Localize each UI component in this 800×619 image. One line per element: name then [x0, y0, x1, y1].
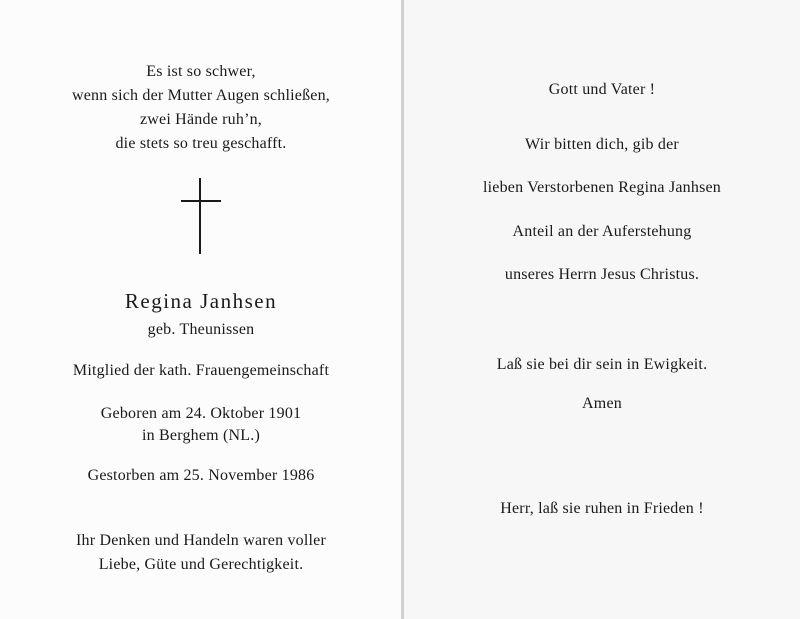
maiden-name: geb. Theunissen	[147, 321, 255, 338]
poem-line: die stets so treu geschafft.	[115, 135, 287, 152]
right-page	[404, 0, 800, 619]
invocation: Gott und Vater !	[548, 81, 656, 98]
cross-icon	[181, 178, 221, 254]
birth-place: in Berghem (NL.)	[142, 427, 260, 444]
poem-line: Es ist so schwer,	[146, 63, 256, 80]
prayer-line: Wir bitten dich, gib der	[525, 136, 679, 153]
poem-line: zwei Hände ruh’n,	[139, 111, 263, 128]
closing-line: Ihr Denken und Handeln waren voller	[75, 532, 327, 549]
poem-line: wenn sich der Mutter Augen schließen,	[71, 87, 330, 104]
prayer-line: Anteil an der Auferstehung	[512, 223, 692, 240]
amen: Amen	[582, 395, 622, 412]
membership: Mitglied der kath. Frauengemeinschaft	[72, 362, 330, 379]
closing-line: Liebe, Güte und Gerechtigkeit.	[98, 556, 304, 573]
deceased-name: Regina Janhsen	[124, 289, 278, 313]
eternity-line: Laß sie bei dir sein in Ewigkeit.	[496, 356, 708, 373]
birth-date: Geboren am 24. Oktober 1901	[100, 405, 302, 422]
death-date: Gestorben am 25. November 1986	[87, 467, 315, 484]
rest-in-peace-line: Herr, laß sie ruhen in Frieden !	[500, 500, 704, 517]
prayer-line: lieben Verstorbenen Regina Janhsen	[483, 179, 721, 196]
prayer-line: unseres Herrn Jesus Christus.	[504, 266, 700, 283]
